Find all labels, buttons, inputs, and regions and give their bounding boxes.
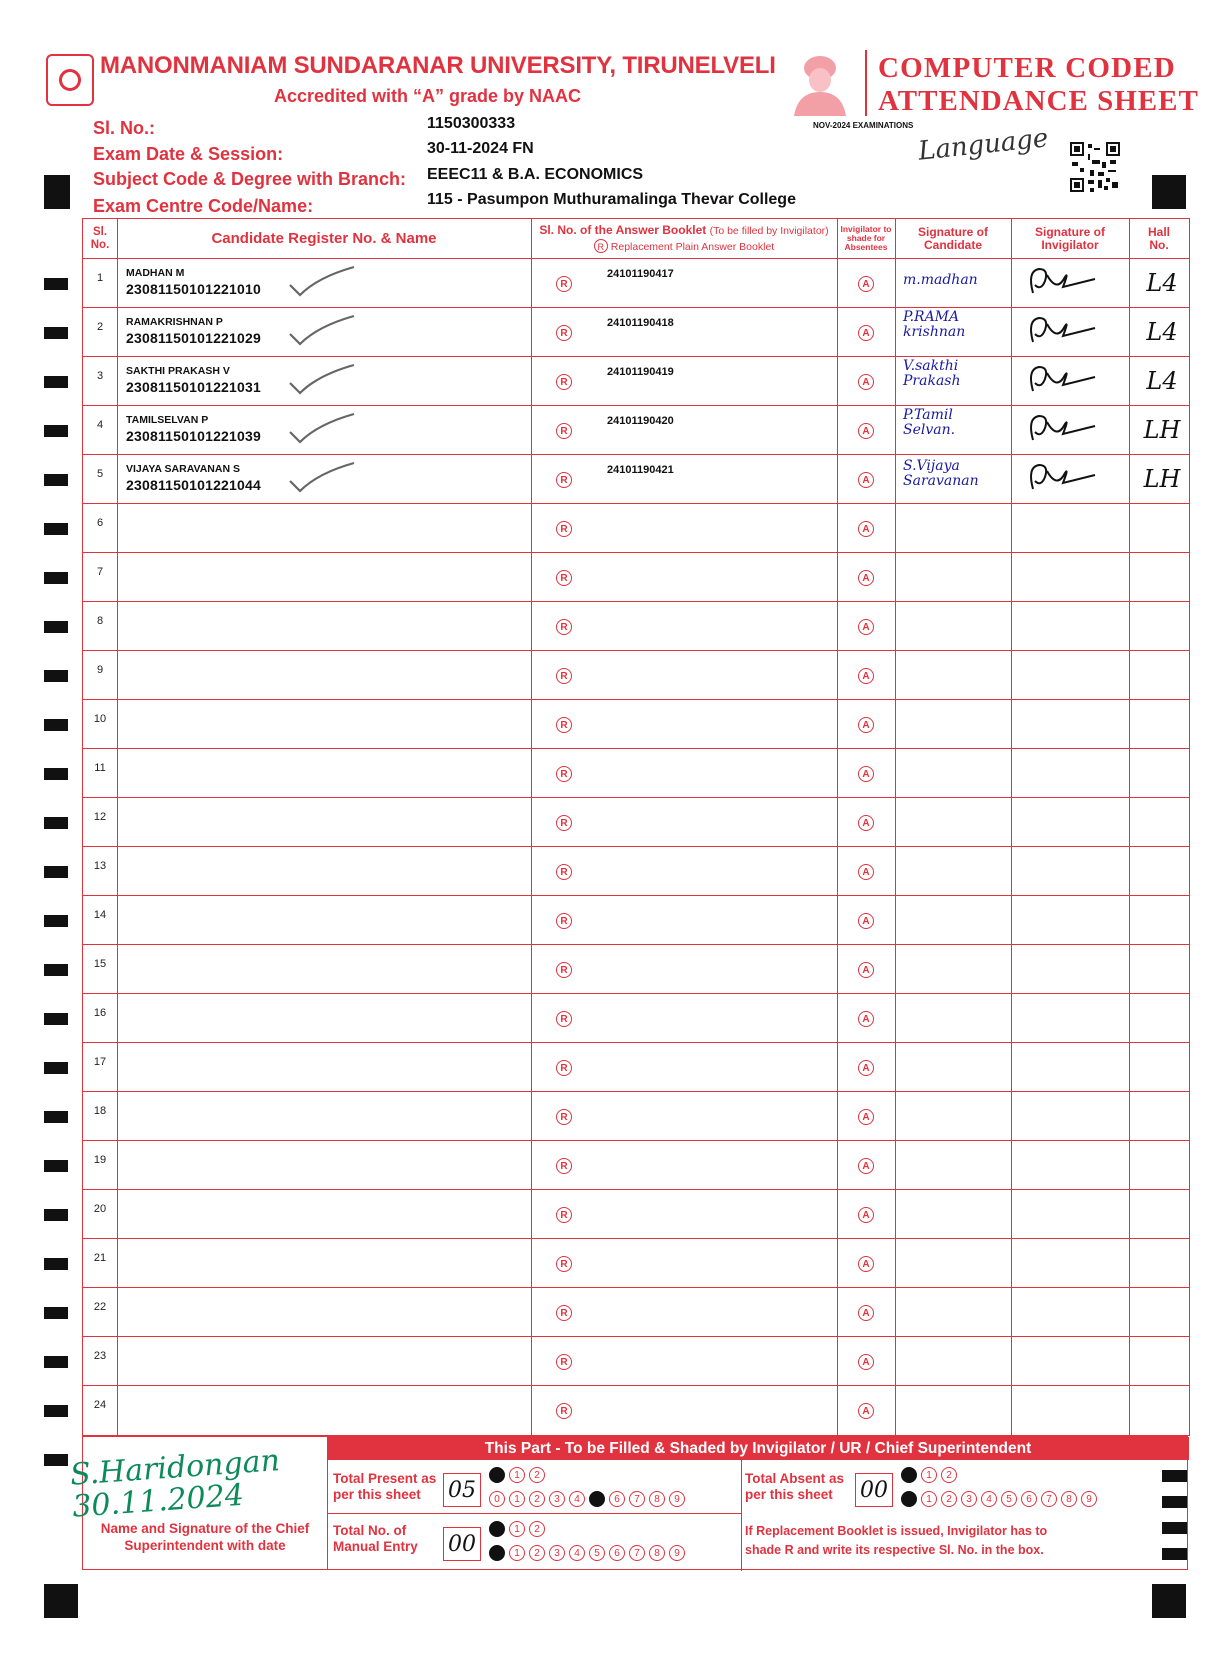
table-row bbox=[83, 553, 1189, 602]
replacement-bubble[interactable]: R bbox=[556, 1354, 572, 1370]
row-sl-number: 5 bbox=[96, 468, 104, 480]
timing-mark bbox=[44, 425, 68, 437]
table-row bbox=[83, 455, 1189, 504]
absentee-bubble[interactable]: A bbox=[858, 619, 874, 635]
row-sl-number: 10 bbox=[93, 713, 107, 725]
manual-units-bubble[interactable]: 1 bbox=[509, 1545, 525, 1561]
footer-panel bbox=[68, 1436, 1188, 1570]
manual-units-bubble[interactable]: 3 bbox=[549, 1545, 565, 1561]
col-booklet-main: Sl. No. of the Answer Booklet bbox=[539, 222, 707, 237]
col-hall: Hall No. bbox=[1147, 224, 1170, 252]
university-name: MANONMANIAM SUNDARANAR UNIVERSITY, TIRUNELVELI bbox=[100, 52, 776, 79]
timing-mark bbox=[44, 915, 68, 927]
candidate-signature: P.RAMA krishnan bbox=[903, 309, 966, 340]
col-booklet-note: (To be filled by Invigilator) bbox=[709, 224, 829, 237]
absentee-bubble[interactable]: A bbox=[858, 423, 874, 439]
row-sl-number: 24 bbox=[93, 1399, 107, 1411]
replacement-bubble[interactable]: R bbox=[556, 472, 572, 488]
timing-mark bbox=[44, 1209, 68, 1221]
row-sl-number: 22 bbox=[93, 1301, 107, 1313]
check-mark-icon bbox=[288, 363, 358, 397]
table-row bbox=[83, 357, 1189, 406]
row-sl-number: 9 bbox=[96, 664, 104, 676]
replacement-note bbox=[745, 1522, 1047, 1560]
col-sig-invigilator: Signature of Invigilator bbox=[1034, 224, 1105, 252]
row-sl-number: 23 bbox=[93, 1350, 107, 1362]
footer-banner: This Part - To be Filled & Shaded by Invigilator / UR / Chief Superintendent bbox=[327, 1437, 1189, 1460]
replacement-bubble[interactable]: R bbox=[556, 423, 572, 439]
hall-number: L4 bbox=[1146, 367, 1178, 395]
replacement-bubble[interactable]: R bbox=[556, 325, 572, 341]
corner-mark bbox=[1152, 175, 1186, 209]
table-row bbox=[83, 259, 1189, 308]
table-row bbox=[83, 994, 1189, 1043]
table-row bbox=[83, 602, 1189, 651]
hall-number: L4 bbox=[1146, 269, 1178, 297]
booklet-number[interactable]: 24101190421 bbox=[607, 464, 674, 476]
register-number: 23081150101221029 bbox=[126, 330, 261, 346]
timing-mark bbox=[44, 768, 68, 780]
present-tens-bubble[interactable]: 2 bbox=[529, 1467, 545, 1483]
row-sl-number: 6 bbox=[96, 517, 104, 529]
qr-code bbox=[1070, 142, 1120, 192]
absentee-bubble[interactable]: A bbox=[858, 815, 874, 831]
table-row bbox=[83, 1337, 1189, 1386]
col-sl: Sl. No. bbox=[90, 226, 110, 251]
invigilator-signature bbox=[1023, 312, 1103, 352]
timing-mark bbox=[44, 621, 68, 633]
present-units-bubble[interactable]: 7 bbox=[629, 1491, 645, 1507]
hall-number: L4 bbox=[1146, 318, 1178, 346]
check-mark-icon bbox=[288, 314, 358, 348]
candidate-name: VIJAYA SARAVANAN S bbox=[126, 463, 240, 475]
title-divider bbox=[865, 50, 867, 116]
replacement-bubble[interactable]: R bbox=[556, 1060, 572, 1076]
replacement-note-line2: shade R and write its respective Sl. No. in the box. bbox=[745, 1542, 1044, 1557]
absentee-bubble[interactable]: A bbox=[858, 913, 874, 929]
manual-units-bubble[interactable]: 7 bbox=[629, 1545, 645, 1561]
timing-mark bbox=[44, 327, 68, 339]
absentee-bubble[interactable]: A bbox=[858, 325, 874, 341]
absent-units-bubble[interactable]: 4 bbox=[981, 1491, 997, 1507]
timing-mark bbox=[44, 1405, 68, 1417]
replacement-bubble[interactable]: R bbox=[556, 1256, 572, 1272]
absentee-bubble[interactable]: A bbox=[858, 1011, 874, 1027]
row-sl-number: 21 bbox=[93, 1252, 107, 1264]
row-sl-number: 3 bbox=[96, 370, 104, 382]
absentee-bubble[interactable]: A bbox=[858, 472, 874, 488]
absentee-bubble[interactable]: A bbox=[858, 1305, 874, 1321]
manual-units-bubble[interactable]: 2 bbox=[529, 1545, 545, 1561]
row-sl-number: 19 bbox=[93, 1154, 107, 1166]
exam-date-value: 30-11-2024 FN bbox=[427, 140, 534, 157]
absent-units-bubble[interactable]: 6 bbox=[1021, 1491, 1037, 1507]
candidate-name: MADHAN M bbox=[126, 267, 185, 279]
total-absent-label: Total Absent as per this sheet bbox=[745, 1471, 845, 1503]
absentee-bubble[interactable]: A bbox=[858, 962, 874, 978]
present-units-bubble[interactable]: 1 bbox=[509, 1491, 525, 1507]
table-row bbox=[83, 700, 1189, 749]
check-mark-icon bbox=[288, 265, 358, 299]
absent-tens-bubble[interactable]: 1 bbox=[921, 1467, 937, 1483]
founder-portrait bbox=[790, 50, 850, 116]
absentee-bubble[interactable]: A bbox=[858, 766, 874, 782]
row-sl-number: 18 bbox=[93, 1105, 107, 1117]
exam-date-label: Exam Date & Session: bbox=[93, 144, 284, 164]
total-absent-box[interactable]: 00 bbox=[855, 1473, 893, 1507]
absent-units-bubble[interactable]: 1 bbox=[921, 1491, 937, 1507]
present-tens-bubble[interactable]: 1 bbox=[509, 1467, 525, 1483]
absent-units-bubble[interactable]: 2 bbox=[941, 1491, 957, 1507]
timing-mark bbox=[44, 1160, 68, 1172]
table-row bbox=[83, 847, 1189, 896]
table-row bbox=[83, 651, 1189, 700]
absent-blank-bubble[interactable] bbox=[901, 1467, 917, 1483]
manual-blank-bubble[interactable] bbox=[489, 1521, 505, 1537]
absentee-bubble[interactable]: A bbox=[858, 1158, 874, 1174]
present-units-bubble[interactable]: 5 bbox=[589, 1491, 605, 1507]
booklet-number[interactable]: 24101190420 bbox=[607, 415, 674, 427]
absent-units-bubble[interactable]: 9 bbox=[1081, 1491, 1097, 1507]
col-booklet-sub: Replacement Plain Answer Booklet bbox=[610, 241, 775, 253]
replacement-bubble[interactable]: R bbox=[556, 1207, 572, 1223]
row-sl-number: 7 bbox=[96, 566, 104, 578]
sl-no-label: Sl. No.: bbox=[93, 118, 155, 138]
booklet-number[interactable]: 24101190417 bbox=[607, 268, 674, 280]
absent-units-bubble[interactable]: 8 bbox=[1061, 1491, 1077, 1507]
absentee-bubble[interactable]: A bbox=[858, 1109, 874, 1125]
sheet-title-line2: ATTENDANCE SHEET bbox=[878, 85, 1199, 117]
timing-mark bbox=[44, 1062, 68, 1074]
timing-mark bbox=[44, 1258, 68, 1270]
absentee-bubble[interactable]: A bbox=[858, 570, 874, 586]
timing-mark bbox=[44, 474, 68, 486]
replacement-bubble[interactable]: R bbox=[556, 913, 572, 929]
table-row bbox=[83, 798, 1189, 847]
replacement-bubble[interactable]: R bbox=[556, 668, 572, 684]
booklet-number[interactable]: 24101190418 bbox=[607, 317, 674, 329]
table-header bbox=[83, 219, 1189, 259]
sheet-title-line1: COMPUTER CODED bbox=[878, 52, 1176, 84]
absentee-bubble[interactable]: A bbox=[858, 1403, 874, 1419]
present-units-bubble[interactable]: 9 bbox=[669, 1491, 685, 1507]
candidate-name: TAMILSELVAN P bbox=[126, 414, 209, 426]
row-sl-number: 8 bbox=[96, 615, 104, 627]
chief-superintendent-label: Name and Signature of the Chief Superintendent with date bbox=[100, 1521, 310, 1553]
absentee-bubble[interactable]: A bbox=[858, 1060, 874, 1076]
absentee-bubble[interactable]: A bbox=[858, 1256, 874, 1272]
invigilator-signature bbox=[1023, 361, 1103, 401]
row-sl-number: 17 bbox=[93, 1056, 107, 1068]
total-present-box[interactable]: 05 bbox=[443, 1473, 481, 1507]
absentee-bubble[interactable]: A bbox=[858, 717, 874, 733]
centre-value: 115 - Pasumpon Muthuramalinga Thevar College bbox=[427, 191, 796, 208]
invigilator-signature bbox=[1023, 263, 1103, 303]
replacement-bubble[interactable]: R bbox=[556, 815, 572, 831]
timing-mark bbox=[44, 1307, 68, 1319]
manual-tens-bubble[interactable]: 1 bbox=[509, 1521, 525, 1537]
row-sl-number: 16 bbox=[93, 1007, 107, 1019]
register-number: 23081150101221031 bbox=[126, 379, 261, 395]
table-row bbox=[83, 1141, 1189, 1190]
absentee-bubble[interactable]: A bbox=[858, 521, 874, 537]
timing-mark bbox=[44, 866, 68, 878]
timing-mark bbox=[44, 523, 68, 535]
centre-label: Exam Centre Code/Name: bbox=[93, 196, 314, 216]
university-logo bbox=[46, 54, 94, 106]
table-row bbox=[83, 504, 1189, 553]
timing-mark bbox=[44, 1111, 68, 1123]
timing-mark bbox=[44, 817, 68, 829]
col-absent: Invigilator to shade for Absentees bbox=[840, 224, 892, 252]
row-sl-number: 2 bbox=[96, 321, 104, 333]
sl-no-value: 1150300333 bbox=[427, 115, 516, 132]
candidate-name: SAKTHI PRAKASH V bbox=[126, 365, 230, 377]
corner-mark bbox=[1152, 1584, 1186, 1618]
timing-mark bbox=[44, 719, 68, 731]
candidate-signature: V.sakthi Prakash bbox=[903, 358, 961, 389]
timing-mark bbox=[44, 1356, 68, 1368]
replacement-bubble[interactable]: R bbox=[556, 1305, 572, 1321]
manual-entry-box[interactable]: 00 bbox=[443, 1527, 481, 1561]
replacement-bubble[interactable]: R bbox=[556, 619, 572, 635]
table-row bbox=[83, 1386, 1189, 1435]
exam-label: NOV-2024 EXAMINATIONS bbox=[813, 121, 914, 130]
chief-superintendent-signature: S.Haridongan 30.11.2024 bbox=[68, 1443, 281, 1525]
check-mark-icon bbox=[288, 412, 358, 446]
table-row bbox=[83, 749, 1189, 798]
table-row bbox=[83, 945, 1189, 994]
replacement-bubble[interactable]: R bbox=[556, 766, 572, 782]
row-sl-number: 13 bbox=[93, 860, 107, 872]
candidate-signature: P.Tamil Selvan. bbox=[903, 407, 956, 438]
hall-number: LH bbox=[1143, 416, 1181, 444]
replacement-bubble[interactable]: R bbox=[556, 1011, 572, 1027]
invigilator-signature bbox=[1023, 459, 1103, 499]
absent-tens-bubble[interactable]: 2 bbox=[941, 1467, 957, 1483]
manual-units-bubble[interactable]: 5 bbox=[589, 1545, 605, 1561]
table-row bbox=[83, 308, 1189, 357]
replacement-bubble[interactable]: R bbox=[556, 276, 572, 292]
subject-label: Subject Code & Degree with Branch: bbox=[93, 169, 407, 189]
table-body bbox=[83, 259, 1189, 1435]
timing-mark bbox=[44, 1013, 68, 1025]
replacement-bubble[interactable]: R bbox=[556, 1403, 572, 1419]
row-sl-number: 11 bbox=[94, 762, 106, 774]
subject-value: EEEC11 & B.A. ECONOMICS bbox=[427, 166, 644, 183]
replacement-bubble[interactable]: R bbox=[556, 1158, 572, 1174]
replacement-bubble[interactable]: R bbox=[556, 717, 572, 733]
replacement-bubble[interactable]: R bbox=[556, 962, 572, 978]
replacement-bubble[interactable]: R bbox=[556, 1109, 572, 1125]
absentee-bubble[interactable]: A bbox=[858, 276, 874, 292]
row-sl-number: 15 bbox=[93, 958, 107, 970]
replacement-bubble[interactable]: R bbox=[556, 521, 572, 537]
replacement-bubble[interactable]: R bbox=[556, 864, 572, 880]
absentee-bubble[interactable]: A bbox=[858, 374, 874, 390]
present-units-bubble[interactable]: 2 bbox=[529, 1491, 545, 1507]
register-number: 23081150101221044 bbox=[126, 477, 261, 493]
manual-units-bubble[interactable]: 6 bbox=[609, 1545, 625, 1561]
replacement-bubble[interactable]: R bbox=[556, 374, 572, 390]
attendance-table bbox=[82, 218, 1190, 1436]
col-booklet bbox=[531, 219, 837, 258]
row-sl-number: 1 bbox=[96, 272, 104, 284]
table-row bbox=[83, 1239, 1189, 1288]
replacement-symbol: R bbox=[594, 239, 608, 253]
timing-mark bbox=[44, 670, 68, 682]
invigilator-signature bbox=[1023, 410, 1103, 450]
check-mark-icon bbox=[288, 461, 358, 495]
row-sl-number: 14 bbox=[93, 909, 107, 921]
candidate-signature: S.Vijaya Saravanan bbox=[903, 458, 979, 489]
timing-mark bbox=[44, 1454, 68, 1466]
absentee-bubble[interactable]: A bbox=[858, 864, 874, 880]
absent-units-bubble[interactable]: 5 bbox=[1001, 1491, 1017, 1507]
present-units-bubble[interactable]: 6 bbox=[609, 1491, 625, 1507]
absentee-bubble[interactable]: A bbox=[858, 1207, 874, 1223]
table-row bbox=[83, 1092, 1189, 1141]
manual-entry-label: Total No. of Manual Entry bbox=[333, 1523, 418, 1555]
manual-units-bubble[interactable]: 0 bbox=[489, 1545, 505, 1561]
present-units-bubble[interactable]: 4 bbox=[569, 1491, 585, 1507]
absent-units-bubble[interactable]: 3 bbox=[961, 1491, 977, 1507]
manual-units-bubble[interactable]: 8 bbox=[649, 1545, 665, 1561]
row-sl-number: 4 bbox=[96, 419, 104, 431]
manual-tens-bubble[interactable]: 2 bbox=[529, 1521, 545, 1537]
register-number: 23081150101221039 bbox=[126, 428, 261, 444]
manual-units-bubble[interactable]: 9 bbox=[669, 1545, 685, 1561]
row-sl-number: 12 bbox=[93, 811, 107, 823]
table-row bbox=[83, 1043, 1189, 1092]
corner-mark bbox=[44, 1584, 78, 1618]
timing-mark bbox=[44, 376, 68, 388]
corner-mark bbox=[44, 175, 70, 209]
hall-number: LH bbox=[1143, 465, 1181, 493]
timing-mark bbox=[44, 278, 68, 290]
present-units-bubble[interactable]: 8 bbox=[649, 1491, 665, 1507]
replacement-note-line1: If Replacement Booklet is issued, Invigilator has to bbox=[745, 1524, 1048, 1538]
total-present-label: Total Present as per this sheet bbox=[333, 1471, 437, 1503]
booklet-number[interactable]: 24101190419 bbox=[607, 366, 674, 378]
absent-units-bubble[interactable]: 0 bbox=[901, 1491, 917, 1507]
timing-mark bbox=[44, 964, 68, 976]
handwritten-language-note: Language bbox=[916, 123, 1050, 167]
manual-units-bubble[interactable]: 4 bbox=[569, 1545, 585, 1561]
replacement-bubble[interactable]: R bbox=[556, 570, 572, 586]
table-row bbox=[83, 1190, 1189, 1239]
absent-units-bubble[interactable]: 7 bbox=[1041, 1491, 1057, 1507]
col-candidate: Candidate Register No. & Name bbox=[211, 229, 437, 247]
table-row bbox=[83, 896, 1189, 945]
candidate-signature: m.madhan bbox=[903, 272, 978, 288]
table-row bbox=[83, 1288, 1189, 1337]
table-row bbox=[83, 406, 1189, 455]
absentee-bubble[interactable]: A bbox=[858, 668, 874, 684]
accreditation: Accredited with “A” grade by NAAC bbox=[274, 86, 582, 106]
col-sig-candidate: Signature of Candidate bbox=[917, 224, 988, 252]
register-number: 23081150101221010 bbox=[126, 281, 261, 297]
row-sl-number: 20 bbox=[93, 1203, 107, 1215]
present-blank-bubble[interactable] bbox=[489, 1467, 505, 1483]
present-units-bubble[interactable]: 0 bbox=[489, 1491, 505, 1507]
timing-mark bbox=[44, 572, 68, 584]
candidate-name: RAMAKRISHNAN P bbox=[126, 316, 223, 328]
present-units-bubble[interactable]: 3 bbox=[549, 1491, 565, 1507]
absentee-bubble[interactable]: A bbox=[858, 1354, 874, 1370]
